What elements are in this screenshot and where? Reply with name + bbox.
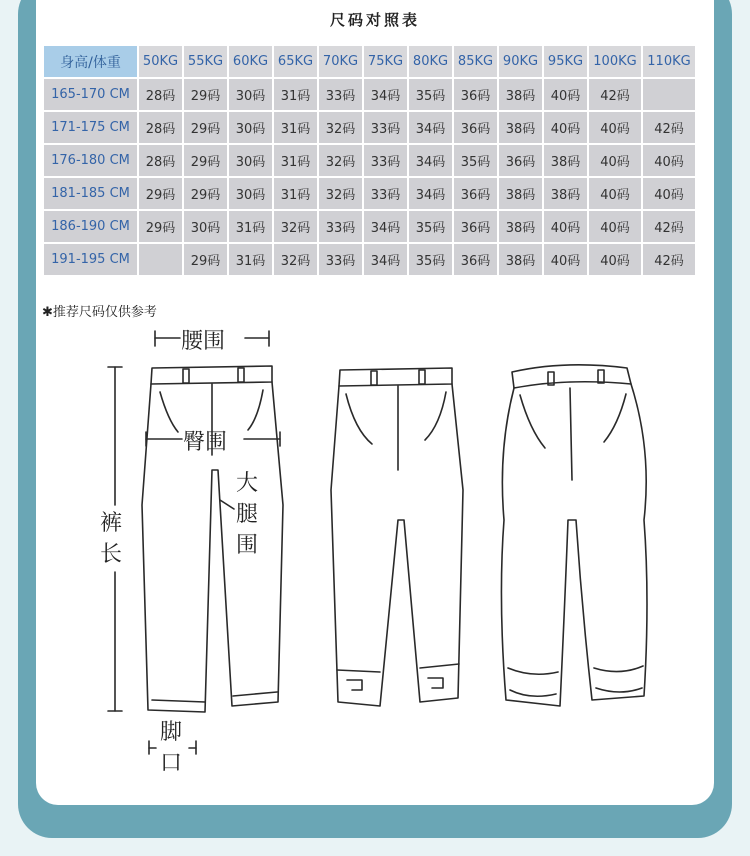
size-cell: 28码 [139,79,182,110]
hem-label-char-1: 脚 [160,720,183,745]
size-cell: 40码 [544,211,587,242]
pants-front-drawing [142,366,283,712]
size-cell: 33码 [319,211,362,242]
size-cell: 34码 [409,145,452,176]
size-cell: 33码 [319,244,362,275]
height-cell: 171-175 CM [44,112,137,143]
size-cell: 34码 [409,112,452,143]
weight-header-cell: 100KG [589,46,641,77]
size-cell: 36码 [454,244,497,275]
size-cell: 40码 [544,244,587,275]
size-cell: 29码 [139,211,182,242]
size-cell: 38码 [544,145,587,176]
size-cell: 42码 [589,79,641,110]
size-cell: 33码 [364,145,407,176]
size-cell: 30码 [229,178,272,209]
size-cell: 31码 [274,145,317,176]
size-cell: 40码 [589,244,641,275]
size-cell: 31码 [274,112,317,143]
weight-header-cell: 95KG [544,46,587,77]
size-cell: 36码 [454,112,497,143]
corner-header-cell: 身高/体重 [44,46,137,77]
size-cell: 38码 [499,244,542,275]
size-cell: 40码 [589,145,641,176]
size-cell: 35码 [409,211,452,242]
size-cell: 40码 [589,112,641,143]
size-cell: 35码 [409,79,452,110]
size-cell: 34码 [364,79,407,110]
size-cell: 35码 [454,145,497,176]
size-cell: 29码 [184,79,227,110]
size-cell: 29码 [184,112,227,143]
hip-label: 臀围 [183,430,228,455]
size-cell: 38码 [499,79,542,110]
size-cell: 38码 [499,211,542,242]
weight-header-cell: 75KG [364,46,407,77]
height-cell: 181-185 CM [44,178,137,209]
thigh-label-char-2: 腿 [236,502,259,527]
size-cell: 32码 [319,112,362,143]
size-cell: 36码 [454,178,497,209]
weight-header-cell: 90KG [499,46,542,77]
hem-label-char-2: 口 [160,751,183,776]
size-cell: 32码 [319,145,362,176]
waist-label: 腰围 [181,329,226,354]
height-cell: 186-190 CM [44,211,137,242]
length-label-char-1: 裤 [100,511,123,536]
size-cell: 31码 [274,178,317,209]
size-cell: 38码 [544,178,587,209]
size-cell: 40码 [544,112,587,143]
weight-header-cell: 60KG [229,46,272,77]
size-cell: 29码 [184,244,227,275]
weight-header-cell: 65KG [274,46,317,77]
size-cell: 42码 [643,211,695,242]
size-cell: 32码 [319,178,362,209]
thigh-measure-line [220,500,234,509]
weight-header-cell: 80KG [409,46,452,77]
size-cell: 31码 [229,211,272,242]
size-cell: 28码 [139,145,182,176]
size-cell: 30码 [229,145,272,176]
pants-wrinkled-drawing [501,365,647,706]
size-cell: 32码 [274,244,317,275]
size-cell: 31码 [229,244,272,275]
height-cell: 191-195 CM [44,244,137,275]
size-cell: 30码 [229,112,272,143]
size-cell: 36码 [454,211,497,242]
weight-header-cell: 50KG [139,46,182,77]
weight-header-cell: 110KG [643,46,695,77]
size-cell: 31码 [274,79,317,110]
size-cell: 28码 [139,112,182,143]
size-note: ✱推荐尺码仅供参考 [42,305,157,320]
page-title: 尺码对照表 [329,11,420,29]
size-cell: 30码 [229,79,272,110]
size-cell: 34码 [364,244,407,275]
height-cell: 176-180 CM [44,145,137,176]
weight-header-cell: 85KG [454,46,497,77]
length-label-char-2: 长 [100,542,123,567]
size-cell: 42码 [643,112,695,143]
size-cell: 33码 [364,112,407,143]
size-cell: 29码 [184,145,227,176]
size-cell: 34码 [409,178,452,209]
thigh-label-char-1: 大 [236,471,259,496]
weight-header-cell: 70KG [319,46,362,77]
size-cell: 40码 [589,178,641,209]
size-cell: 40码 [589,211,641,242]
size-cell: 40码 [544,79,587,110]
size-cell: 40码 [643,145,695,176]
height-cell: 165-170 CM [44,79,137,110]
size-cell: 32码 [274,211,317,242]
size-cell: 36码 [454,79,497,110]
size-cell: 29码 [184,178,227,209]
size-cell: 34码 [364,211,407,242]
size-cell: 40码 [643,178,695,209]
thigh-label-char-3: 围 [236,533,259,558]
size-cell: 36码 [499,145,542,176]
size-cell: 33码 [364,178,407,209]
size-cell: 38码 [499,178,542,209]
size-cell: 38码 [499,112,542,143]
size-cell: 33码 [319,79,362,110]
size-cell: 42码 [643,244,695,275]
size-cell: 30码 [184,211,227,242]
weight-header-cell: 55KG [184,46,227,77]
size-cell: 29码 [139,178,182,209]
size-cell: 35码 [409,244,452,275]
pants-side-drawing [331,368,463,706]
